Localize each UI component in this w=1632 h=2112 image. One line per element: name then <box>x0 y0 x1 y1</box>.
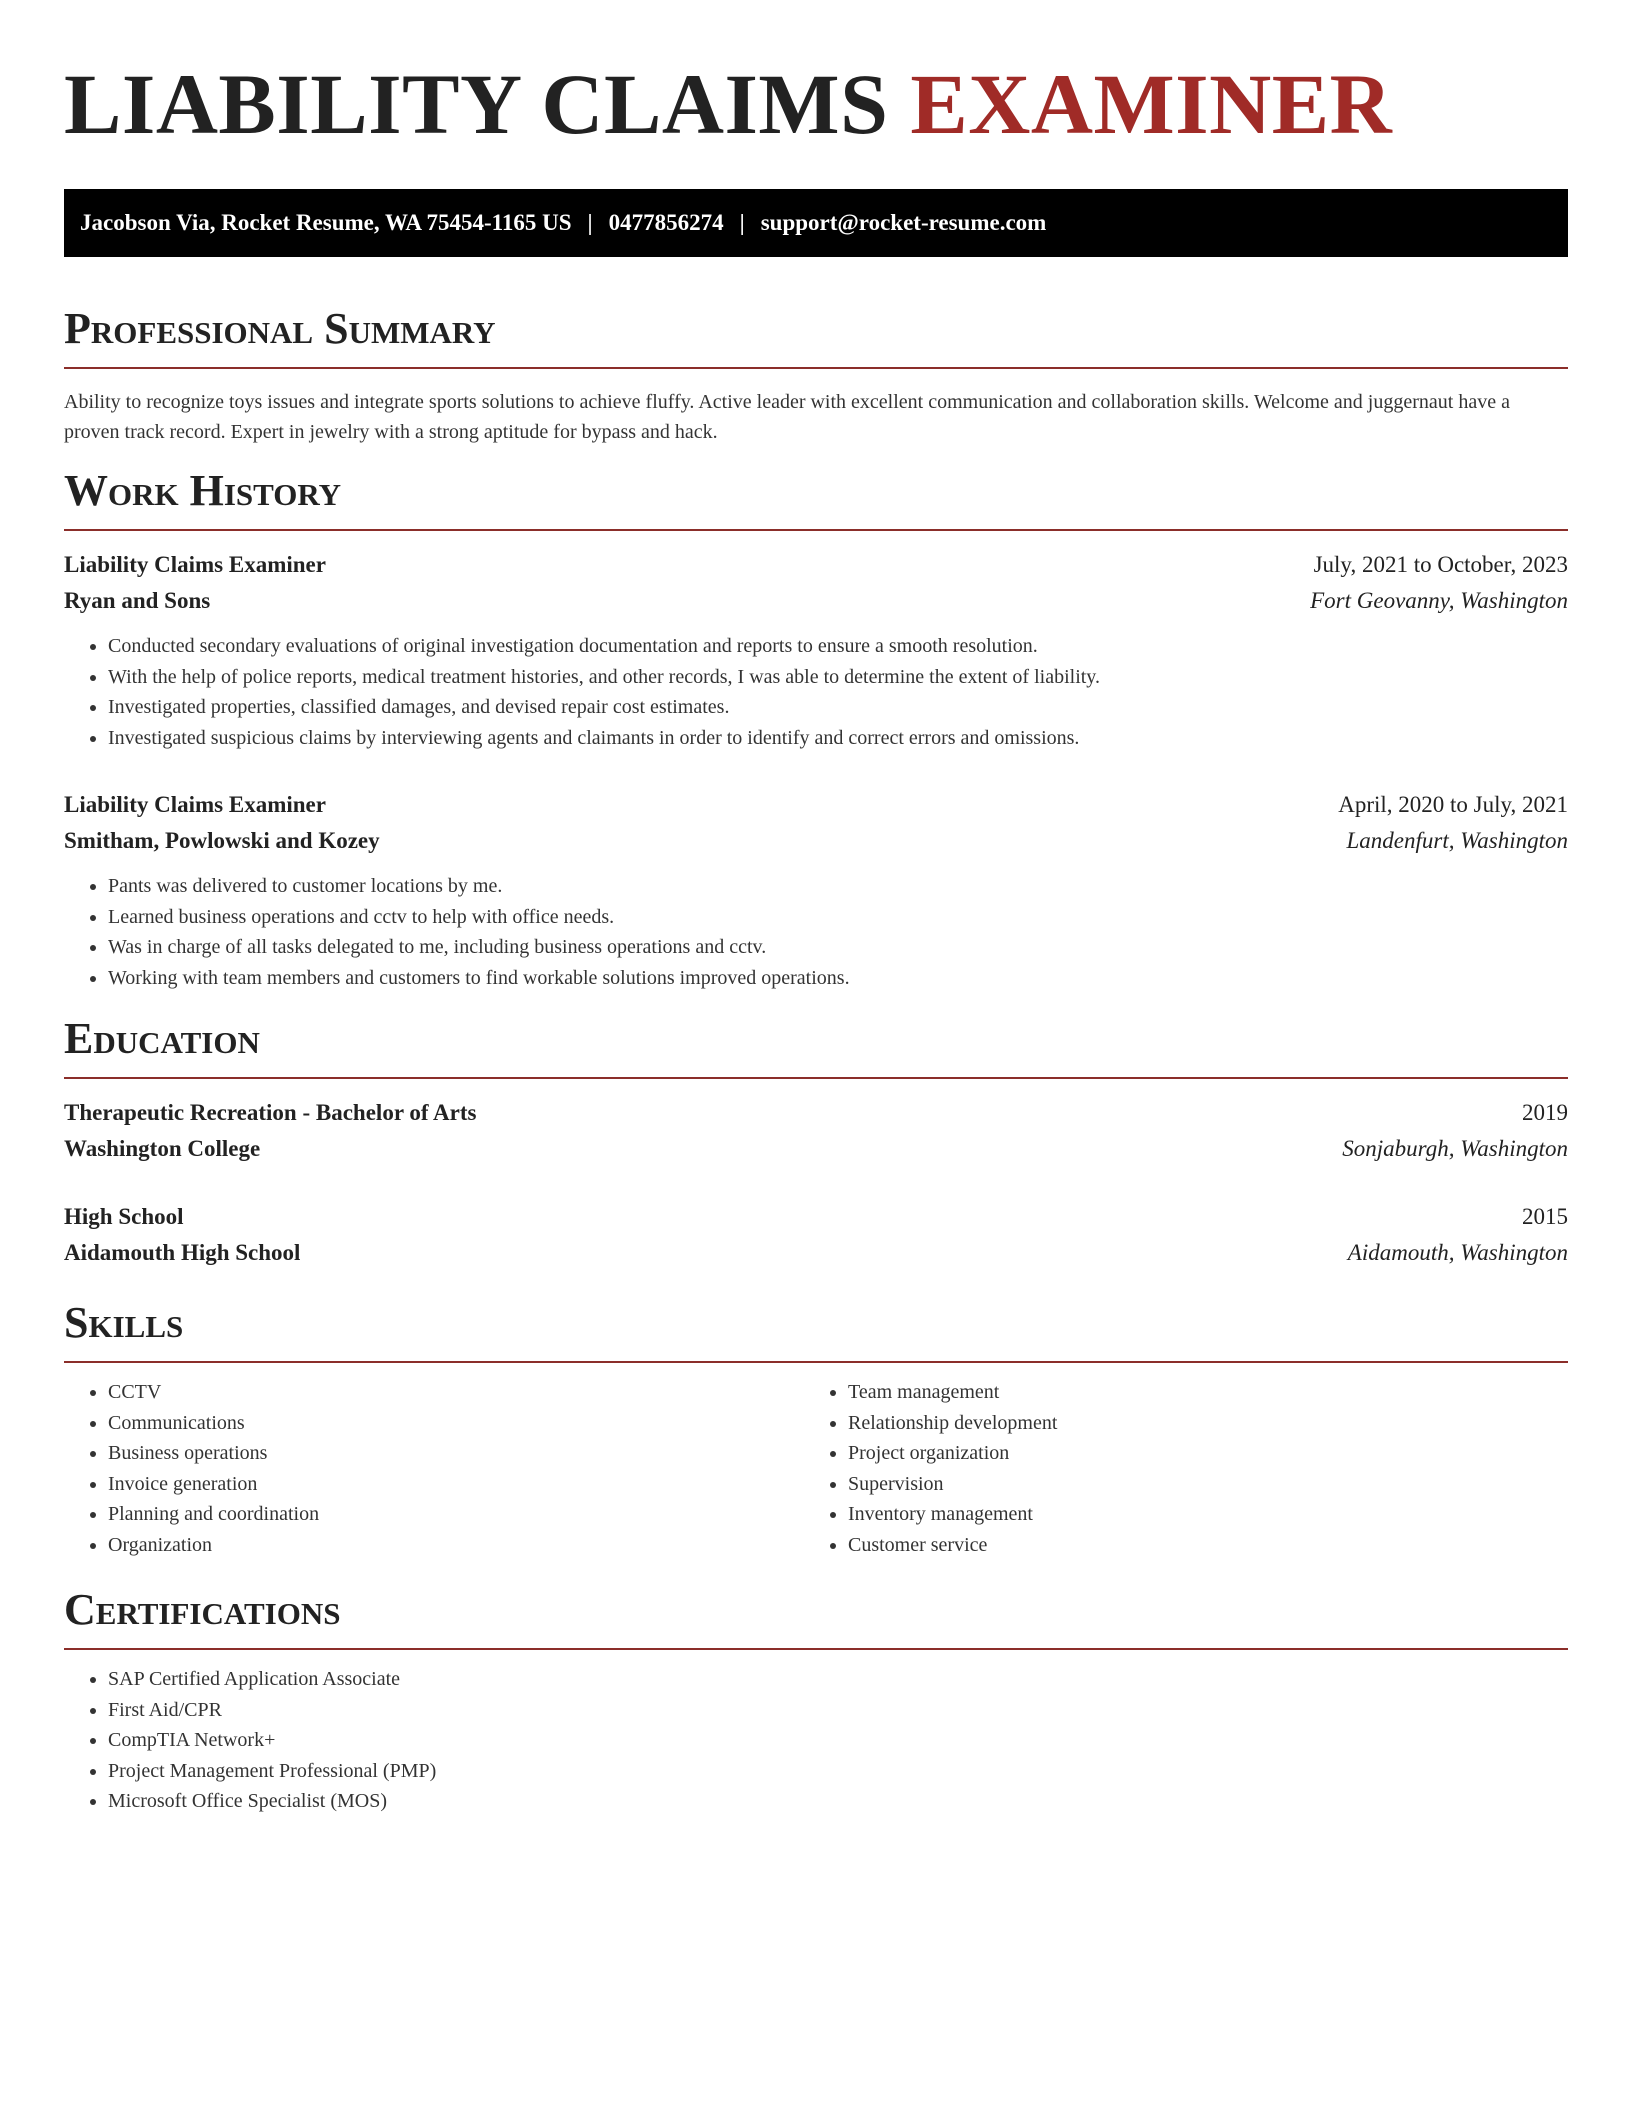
education-location: Aidamouth, Washington <box>1347 1240 1568 1265</box>
list-item: • Invoice generation <box>108 1469 804 1500</box>
education-school: Washington College <box>64 1136 261 1161</box>
list-item: • Supervision <box>848 1469 1544 1500</box>
list-item: • CompTIA Network+ <box>108 1725 1568 1756</box>
title-accent: EXAMINER <box>910 56 1393 152</box>
job-company: Smitham, Powlowski and Kozey <box>64 828 380 853</box>
list-item: • Conducted secondary evaluations of original investigation documentation and reports to ensure a smooth resolution. <box>108 631 1568 662</box>
certifications-section <box>64 1584 1568 1817</box>
job-entry <box>64 787 1568 993</box>
education-entry <box>64 1199 1568 1271</box>
education-school-row <box>64 1235 1568 1271</box>
education-school-row <box>64 1131 1568 1167</box>
job-duties-list <box>64 631 1568 753</box>
education-year: 2015 <box>1522 1204 1568 1229</box>
list-item: • Business operations <box>108 1438 804 1469</box>
job-header-row <box>64 787 1568 823</box>
job-company-row <box>64 583 1568 619</box>
contact-bar <box>64 189 1568 257</box>
section-divider <box>64 1361 1568 1363</box>
list-item: • Was in charge of all tasks delegated to me, including business operations and cctv. <box>108 932 1568 963</box>
list-item: • Customer service <box>848 1530 1544 1561</box>
job-entry <box>64 547 1568 753</box>
list-item: • First Aid/CPR <box>108 1695 1568 1726</box>
list-item: • Working with team members and customers to find workable solutions improved operations. <box>108 963 1568 994</box>
list-item: • With the help of police reports, medical treatment histories, and other records, I was able to determine the extent of liability. <box>108 662 1568 693</box>
education-school: Aidamouth High School <box>64 1240 301 1265</box>
list-item: • Inventory management <box>848 1499 1544 1530</box>
education-entry <box>64 1095 1568 1167</box>
skills-section <box>64 1297 1568 1560</box>
section-heading-education: Education <box>64 1014 260 1063</box>
section-heading-summary: Professional Summary <box>64 304 496 353</box>
summary-section <box>64 303 1568 447</box>
job-dates: July, 2021 to October, 2023 <box>1313 552 1568 577</box>
skills-list-left <box>64 1377 804 1560</box>
section-heading-skills: Skills <box>64 1298 184 1347</box>
list-item: • Investigated suspicious claims by interviewing agents and claimants in order to identify and correct errors and omissions. <box>108 723 1568 754</box>
title-main: LIABILITY CLAIMS <box>64 56 889 152</box>
education-degree: Therapeutic Recreation - Bachelor of Arts <box>64 1100 477 1125</box>
job-company-row <box>64 823 1568 859</box>
contact-separator: | <box>587 210 593 235</box>
certifications-list <box>64 1664 1568 1817</box>
contact-email[interactable]: support@rocket-resume.com <box>760 210 1047 235</box>
education-degree-row <box>64 1199 1568 1235</box>
section-heading-work-history: Work History <box>64 466 342 515</box>
list-item: • Project organization <box>848 1438 1544 1469</box>
education-degree-row <box>64 1095 1568 1131</box>
section-divider <box>64 1648 1568 1650</box>
skills-grid <box>64 1377 1568 1560</box>
job-dates: April, 2020 to July, 2021 <box>1338 792 1568 817</box>
summary-text: Ability to recognize toys issues and integrate sports solutions to achieve fluffy. Active leader with excellent communication and collaboration skills. Welcome and juggernaut have a proven track record. Expert in jewelry with a strong aptitude for bypass and hack. <box>64 391 1510 443</box>
education-degree: High School <box>64 1204 184 1229</box>
section-heading-certifications: Certifications <box>64 1585 341 1634</box>
section-divider <box>64 529 1568 531</box>
job-company: Ryan and Sons <box>64 588 211 613</box>
skills-list-right <box>804 1377 1544 1560</box>
education-section <box>64 1013 1568 1271</box>
job-header-row <box>64 547 1568 583</box>
list-item: • Investigated properties, classified damages, and devised repair cost estimates. <box>108 692 1568 723</box>
list-item: • Microsoft Office Specialist (MOS) <box>108 1786 1568 1817</box>
list-item: • Learned business operations and cctv to help with office needs. <box>108 902 1568 933</box>
job-title: Liability Claims Examiner <box>64 792 326 817</box>
contact-phone[interactable]: 0477856274 <box>608 210 724 235</box>
education-year: 2019 <box>1522 1100 1568 1125</box>
job-location: Landenfurt, Washington <box>1346 828 1568 853</box>
list-item: • Team management <box>848 1377 1544 1408</box>
list-item: • Planning and coordination <box>108 1499 804 1530</box>
section-divider <box>64 1077 1568 1079</box>
list-item: • Communications <box>108 1408 804 1439</box>
list-item: • SAP Certified Application Associate <box>108 1664 1568 1695</box>
list-item: • Project Management Professional (PMP) <box>108 1756 1568 1787</box>
list-item: • Organization <box>108 1530 804 1561</box>
job-duties-list <box>64 871 1568 993</box>
section-divider <box>64 367 1568 369</box>
contact-address: Jacobson Via, Rocket Resume, WA 75454-1165 US <box>80 210 572 235</box>
list-item: • Pants was delivered to customer locations by me. <box>108 871 1568 902</box>
job-location: Fort Geovanny, Washington <box>1310 588 1568 613</box>
resume-title <box>64 56 1568 152</box>
contact-separator: | <box>739 210 745 235</box>
work-history-section <box>64 465 1568 993</box>
education-location: Sonjaburgh, Washington <box>1342 1136 1568 1161</box>
list-item: • Relationship development <box>848 1408 1544 1439</box>
job-title: Liability Claims Examiner <box>64 552 326 577</box>
list-item: • CCTV <box>108 1377 804 1408</box>
